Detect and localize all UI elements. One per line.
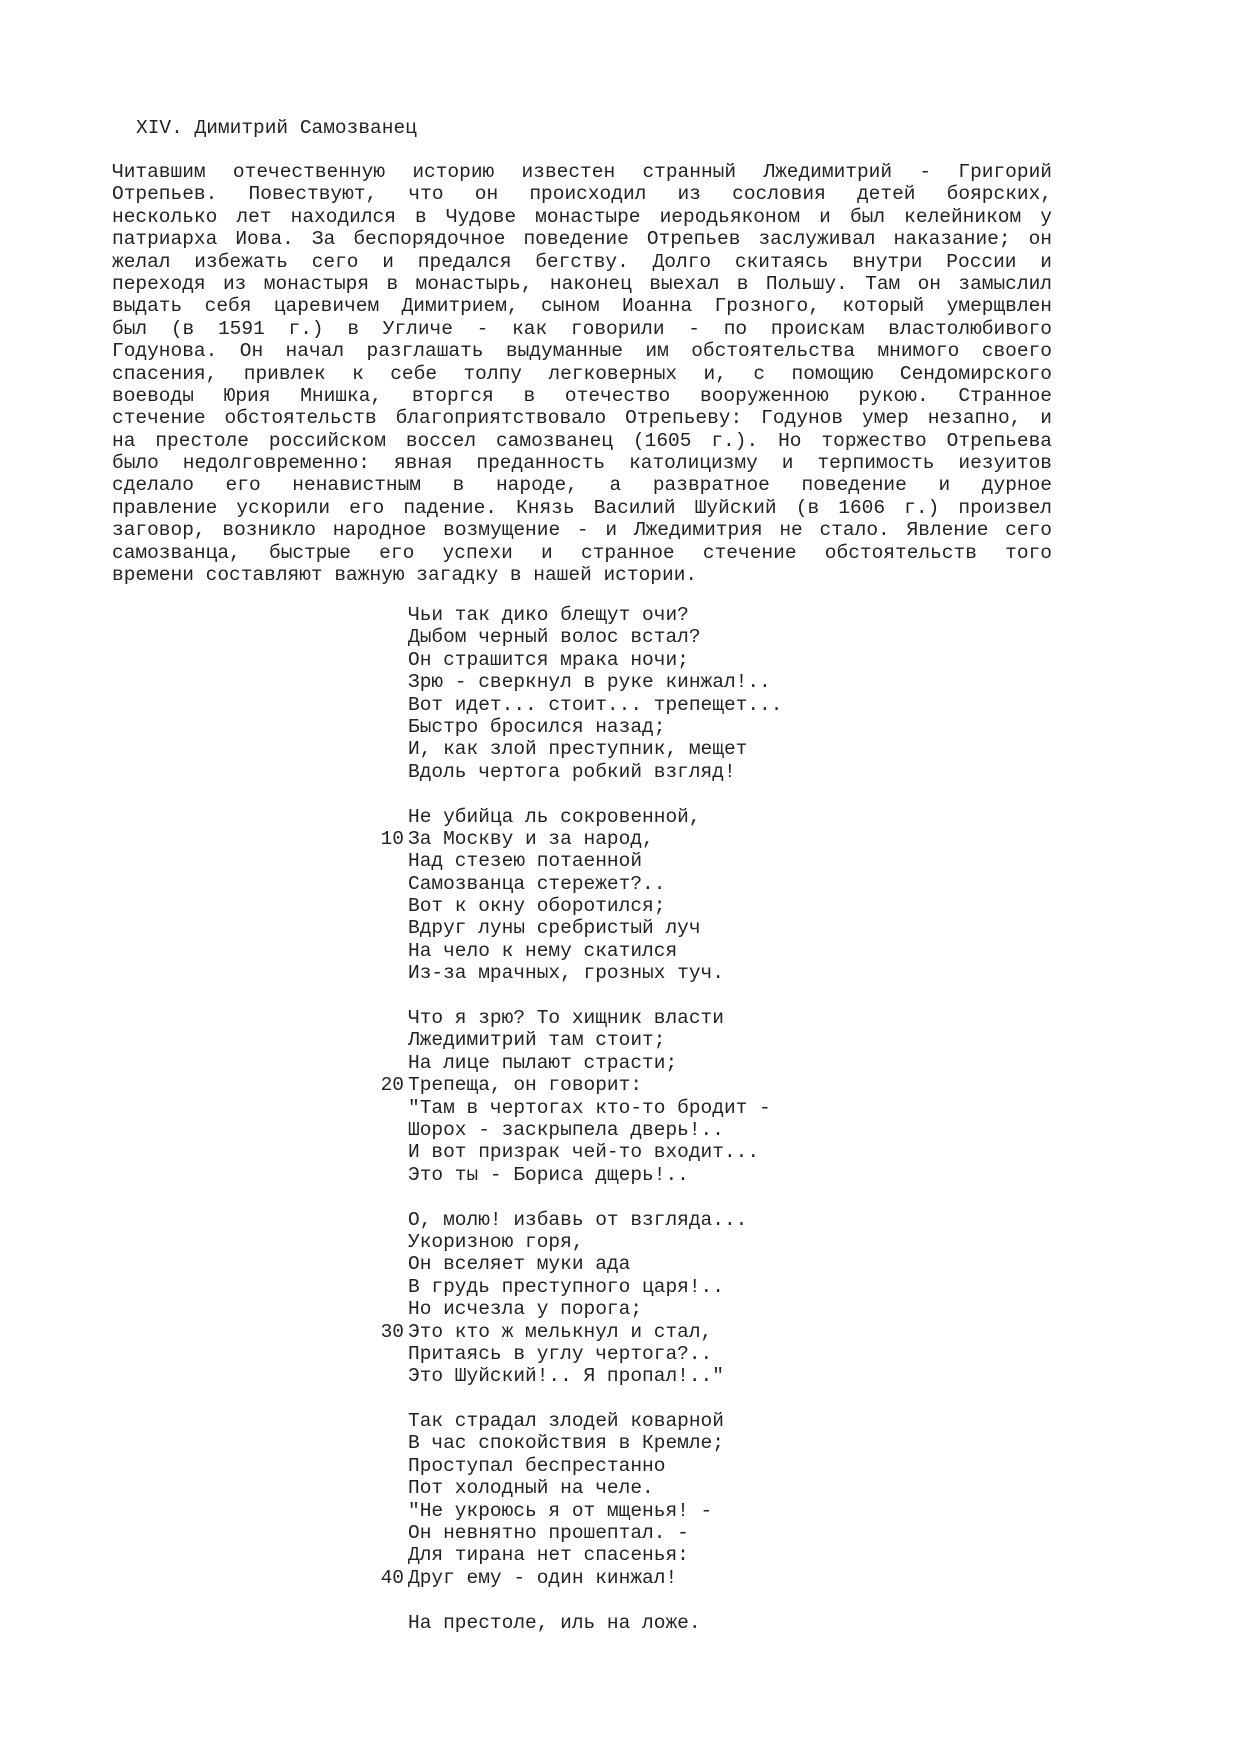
poem-line	[370, 1209, 782, 1231]
prose-line: переходя из монастыря в монастырь, наконец выехал в Польшу. Там он замыслил	[112, 272, 1052, 295]
poem-line	[370, 895, 782, 917]
poem-line-text: На лице пылают страсти;	[408, 1051, 678, 1074]
poem-line	[370, 1141, 782, 1163]
poem-line	[370, 1164, 782, 1186]
poem-line-text: Трепеща, он говорит:	[408, 1074, 643, 1097]
poem-line	[370, 1119, 782, 1141]
poem-line	[370, 761, 782, 783]
poem-line	[370, 1007, 782, 1029]
poem-line-text: Пот холодный на челе.	[408, 1477, 654, 1500]
poem-line-text: Вдоль чертога робкий взгляд!	[408, 760, 736, 783]
poem-line-text: Он страшится мрака ночи;	[408, 648, 689, 671]
poem-line-text: На чело к нему скатился	[408, 939, 678, 962]
poem-line-text: Это ты - Бориса дщерь!..	[408, 1163, 689, 1186]
poem-line	[370, 1500, 782, 1522]
prose-line: спасения, привлек к себе толпу легковерных и, с помощию Сендомирского	[112, 362, 1052, 385]
prose-line: заговор, возникло народное возмущение - и Лжедимитрия не стало. Явление сего	[112, 519, 1052, 542]
prose-line: самозванца, быстрые его успехи и странное стечение обстоятельств того	[112, 541, 1052, 564]
prose-line: стечение обстоятельств благоприятствовало Отрепьеву: Годунов умер незапно, и	[112, 407, 1052, 430]
poem-line	[370, 626, 782, 648]
poem-line-text: Из-за мрачных, грозных туч.	[408, 962, 724, 985]
poem-line-text: Укоризною горя,	[408, 1230, 584, 1253]
prose-line: выдать себя царевичем Димитрием, сыном Иоанна Грозного, который умерщвлен	[112, 295, 1052, 318]
poem	[370, 604, 782, 1656]
poem-line	[370, 1276, 782, 1298]
prose-line: сделало его ненавистным в народе, а развратное поведение и дурное	[112, 474, 1052, 497]
prose-paragraph	[112, 161, 1052, 586]
poem-line-text: "Не укроюсь я от мщенья! -	[408, 1499, 713, 1522]
poem-line	[370, 1298, 782, 1320]
poem-line-text: Лжедимитрий там стоит;	[408, 1029, 666, 1052]
prose-line: желал избежать сего и предался бегству. Долго скитаясь внутри России и	[112, 250, 1052, 273]
poem-stanza	[370, 604, 782, 783]
prose-line: несколько лет находился в Чудове монастыре иеродьяконом и был келейником у	[112, 205, 1052, 228]
poem-line	[370, 1231, 782, 1253]
poem-line	[370, 1321, 782, 1343]
poem-line	[370, 1432, 782, 1454]
poem-line-text: В грудь преступного царя!..	[408, 1275, 724, 1298]
line-number: 10	[380, 827, 404, 850]
poem-line-text: Шорох - заскрыпела дверь!..	[408, 1118, 724, 1141]
poem-stanza	[370, 1209, 782, 1388]
poem-line	[370, 873, 782, 895]
prose-line: воеводы Юрия Мнишка, вторгся в отечество вооруженною рукою. Странное	[112, 384, 1052, 407]
poem-line-text: Это кто ж мелькнул и стал,	[408, 1320, 713, 1343]
poem-line-text: За Москву и за народ,	[408, 827, 654, 850]
poem-line	[370, 738, 782, 760]
line-number: 30	[380, 1320, 404, 1343]
poem-line-text: Проступал беспрестанно	[408, 1454, 666, 1477]
prose-line: правление ускорили его падение. Князь Василий Шуйский (в 1606 г.) произвел	[112, 496, 1052, 519]
poem-line	[370, 850, 782, 872]
poem-line	[370, 694, 782, 716]
poem-line-text: И вот призрак чей-то входит...	[408, 1141, 760, 1164]
poem-line	[370, 1029, 782, 1051]
prose-line: времени составляют важную загадку в нашей истории.	[112, 564, 698, 587]
prose-line: было недолговременно: явная преданность католицизму и терпимость иезуитов	[112, 452, 1052, 475]
poem-line	[370, 1522, 782, 1544]
poem-line-text: Но исчезла у порога;	[408, 1298, 643, 1321]
poem-line	[370, 716, 782, 738]
poem-line-text: Что я зрю? То хищник власти	[408, 1007, 724, 1030]
poem-line-text: Он невнятно прошептал. -	[408, 1522, 689, 1545]
poem-line	[370, 940, 782, 962]
poem-line	[370, 1477, 782, 1499]
chapter-title: XIV. Димитрий Самозванец	[136, 117, 417, 139]
poem-line	[370, 1052, 782, 1074]
poem-line-text: Чьи так дико блещут очи?	[408, 604, 689, 626]
prose-line: патриарха Иова. За беспорядочное поведение Отрепьев заслуживал наказание; он	[112, 228, 1052, 251]
poem-line-text: Вот идет... стоит... трепещет...	[408, 693, 783, 716]
poem-line	[370, 1612, 782, 1634]
poem-line-text: На престоле, иль на ложе.	[408, 1611, 701, 1634]
poem-line-text: И, как злой преступник, мещет	[408, 738, 748, 761]
poem-line-text: В час спокойствия в Кремле;	[408, 1432, 724, 1455]
poem-line-text: Вот к окну оборотился;	[408, 895, 666, 918]
poem-line	[370, 1567, 782, 1589]
poem-stanza	[370, 806, 782, 985]
prose-line: Читавшим отечественную историю известен странный Лжедимитрий - Григорий	[112, 161, 1052, 183]
poem-line	[370, 1343, 782, 1365]
poem-line-text: Дыбом черный волос встал?	[408, 626, 701, 649]
poem-line-text: "Там в чертогах кто-то бродит -	[408, 1096, 771, 1119]
poem-line	[370, 806, 782, 828]
poem-stanza	[370, 1007, 782, 1186]
poem-line	[370, 828, 782, 850]
poem-line-text: Самозванца стережет?..	[408, 872, 666, 895]
poem-line-text: О, молю! избавь от взгляда...	[408, 1208, 748, 1231]
prose-line: на престоле российском воссел самозванец (1605 г.). Но торжество Отрепьева	[112, 429, 1052, 452]
poem-line	[370, 962, 782, 984]
poem-line-text: Это Шуйский!.. Я пропал!.."	[408, 1365, 724, 1388]
line-number: 20	[380, 1074, 404, 1097]
poem-line	[370, 1097, 782, 1119]
poem-line-text: Притаясь в углу чертога?..	[408, 1342, 713, 1365]
poem-stanza	[370, 1612, 782, 1634]
prose-line: был (в 1591 г.) в Угличе - как говорили - по проискам властолюбивого	[112, 317, 1052, 340]
line-number: 40	[380, 1566, 404, 1589]
poem-line	[370, 1074, 782, 1096]
poem-line	[370, 671, 782, 693]
poem-line	[370, 1544, 782, 1566]
poem-line	[370, 1253, 782, 1275]
poem-line	[370, 917, 782, 939]
poem-line-text: Над стезею потаенной	[408, 850, 643, 873]
poem-line-text: Друг ему - один кинжал!	[408, 1566, 678, 1589]
poem-line-text: Быстро бросился назад;	[408, 715, 666, 738]
poem-line	[370, 1410, 782, 1432]
poem-line	[370, 1455, 782, 1477]
poem-line	[370, 604, 782, 626]
poem-stanza	[370, 1410, 782, 1589]
poem-line-text: Зрю - сверкнул в руке кинжал!..	[408, 671, 771, 694]
poem-line-text: Для тирана нет спасенья:	[408, 1544, 689, 1567]
poem-line-text: Не убийца ль сокровенной,	[408, 805, 701, 828]
prose-line: Отрепьев. Повествуют, что он происходил из сословия детей боярских,	[112, 183, 1052, 206]
poem-line-text: Он вселяет муки ада	[408, 1253, 631, 1276]
poem-line	[370, 1365, 782, 1387]
prose-line: Годунова. Он начал разглашать выдуманные им обстоятельства мнимого своего	[112, 340, 1052, 363]
poem-line-text: Так страдал злодей коварной	[408, 1410, 724, 1433]
poem-line-text: Вдруг луны сребристый луч	[408, 917, 701, 940]
poem-line	[370, 649, 782, 671]
